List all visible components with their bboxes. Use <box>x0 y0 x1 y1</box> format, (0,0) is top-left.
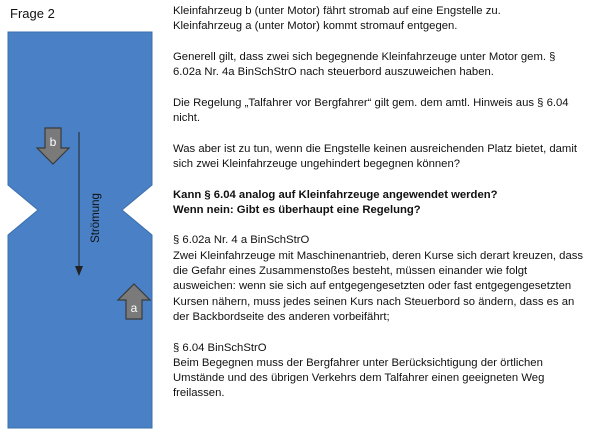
general-rule-paragraph: Generell gilt, dass zwei sich begegnende Kleinfahrzeuge unter Motor gem. § 6.02a Nr. 4a BinSchStrO nach steuerbord auszuweichen haben. <box>173 50 556 79</box>
situation-line-a: Kleinfahrzeug a (unter Motor) kommt stromauf entgegen. <box>173 20 458 33</box>
section-6-02a-body: Zwei Kleinfahrzeuge mit Maschinenantrieb, deren Kurse sich derart kreuzen, dass die Gefahr eines Zusammenstoßes besteht, müssen einander wie folgt ausweichen: wenn sie sich auf entgegengesetzten oder fast entgegengesetzten Kursen nähern, muss jedes seinen Kurs nach Steuerbord so ändern, dass es an der Backbordseite des anderen vorbeifährt; <box>173 249 584 323</box>
talfahrer-rule-paragraph: Die Regelung „Talfahrer vor Bergfahrer“ gilt gem. dem amtl. Hinweis aus § 6.04 nicht. <box>173 96 569 125</box>
section-6-04-heading: § 6.04 BinSchStrO <box>173 341 267 354</box>
problem-paragraph: Was aber ist zu tun, wenn die Engstelle keinen ausreichenden Platz bietet, damit sich zwei Kleinfahrzeuge ungehindert begegnen können? <box>173 142 577 170</box>
section-6-02a <box>173 233 585 325</box>
slide-title: Frage 2 <box>10 6 55 21</box>
vessel-a-label: a <box>130 301 138 315</box>
section-6-04 <box>173 341 585 402</box>
river-diagram <box>0 0 170 447</box>
situation-line-b: Kleinfahrzeug b (unter Motor) fährt stromab auf eine Engstelle zu. <box>173 5 501 17</box>
section-6-04-body: Beim Begegnen muss der Bergfahrer unter Berücksichtigung der örtlichen Umstände und des übrigen Verkehrs dem Talfahrer einen geeigneten Weg freilassen. <box>173 356 545 400</box>
question-1: Kann § 6.04 analog auf Kleinfahrzeuge angewendet werden? <box>173 188 498 201</box>
questions-paragraph <box>173 188 585 219</box>
situation-paragraph <box>173 4 585 35</box>
vessel-b-label: b <box>49 135 57 149</box>
flow-label: Strömung <box>90 193 102 243</box>
explanation-text <box>173 4 585 402</box>
river-channel <box>8 32 152 428</box>
question-2: Wenn nein: Gibt es überhaupt eine Regelung? <box>173 203 421 216</box>
section-6-02a-heading: § 6.02a Nr. 4 a BinSchStrO <box>173 234 310 247</box>
